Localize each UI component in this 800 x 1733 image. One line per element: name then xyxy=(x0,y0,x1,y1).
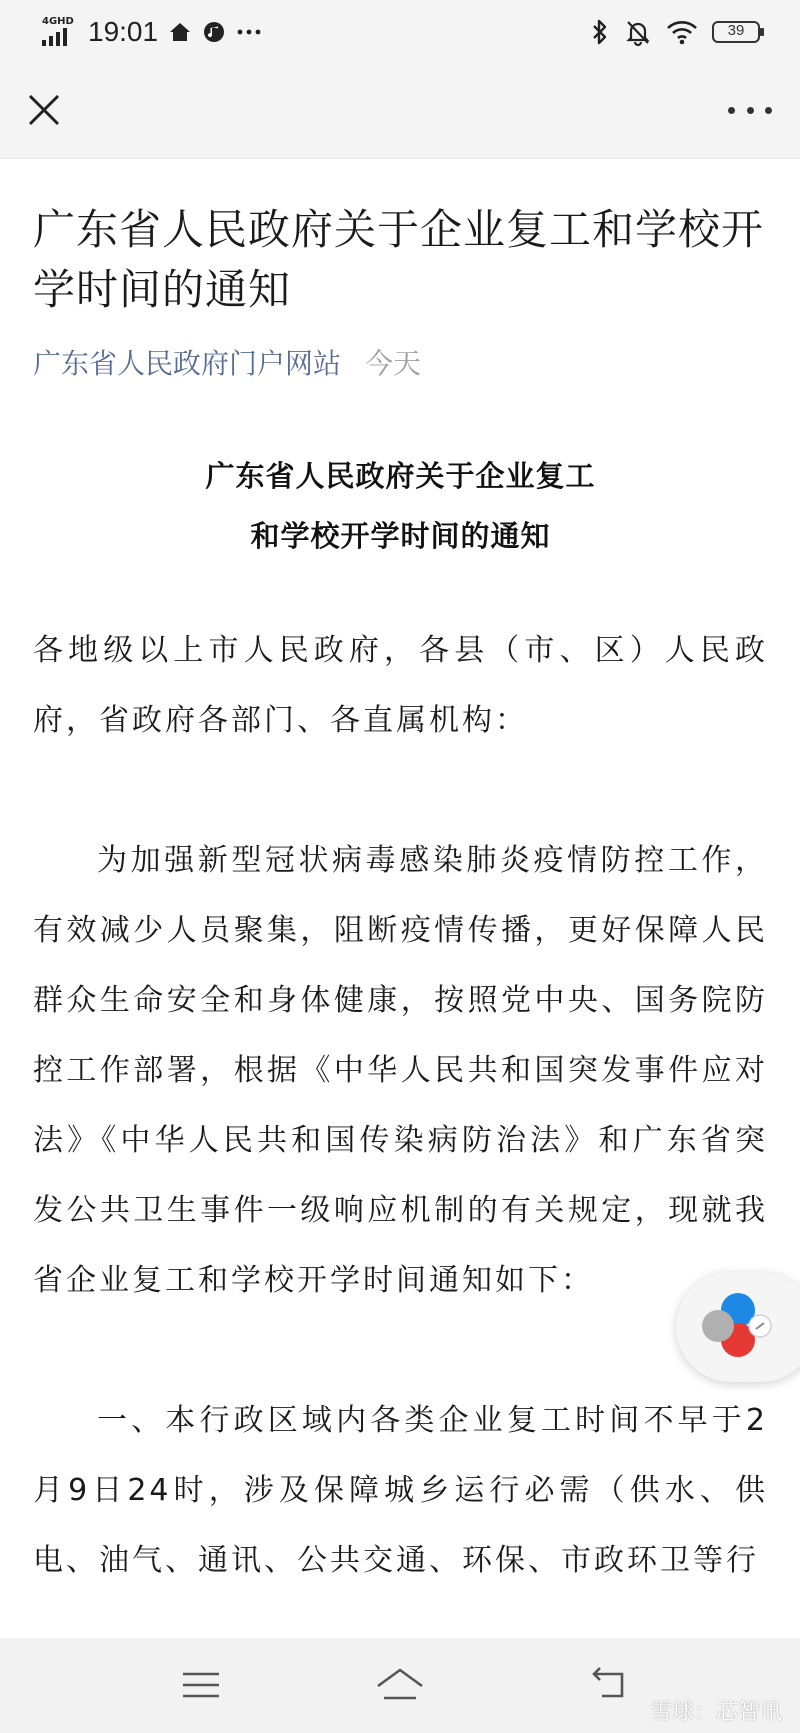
back-button[interactable] xyxy=(580,1660,640,1710)
more-icon xyxy=(728,107,735,114)
network-type: 4GHD xyxy=(42,16,74,27)
top-nav-bar xyxy=(0,62,800,159)
close-button[interactable] xyxy=(22,88,66,132)
more-icon-dot xyxy=(765,107,772,114)
document-title xyxy=(33,446,768,566)
article-date: 今天 xyxy=(365,347,422,380)
back-icon xyxy=(580,1660,640,1710)
body-paragraph: 一、本行政区域内各类企业复工时间不早于2月9日24时，涉及保障城乡运行必需（供水、供电、油气、通讯、公共交通、环保、市政环卫等行 xyxy=(33,1403,768,1578)
overflow-status-icon xyxy=(236,20,262,44)
floating-app-icon xyxy=(676,1272,800,1382)
more-button[interactable] xyxy=(728,92,772,128)
menu-button[interactable] xyxy=(171,1660,231,1710)
music-icon xyxy=(202,20,226,44)
clock: 19:01 xyxy=(88,16,159,47)
article xyxy=(33,200,768,1596)
article-source-link[interactable]: 广东省人民政府门户网站 xyxy=(33,347,342,380)
wifi-icon xyxy=(666,19,698,45)
status-left xyxy=(42,14,262,50)
bluetooth-icon xyxy=(590,18,610,46)
body-paragraph: 为加强新型冠状病毒感染肺炎疫情防控工作，有效减少人员聚集，阻断疫情传播，更好保障人民群众生命安全和身体健康，按照党中央、国务院防控工作部署，根据《中华人民共和国突发事件应对法》《中华人民共和国传染病防治法》和广东省突发公共卫生事件一级响应机制的有关规定，现就我省企业复工和学校开学时间通知如下： xyxy=(33,843,768,1298)
salutation: 各地级以上市人民政府，各县（市、区）人民政府，省政府各部门、各直属机构： xyxy=(33,633,768,738)
article-meta xyxy=(33,344,768,384)
document-title-line2: 和学校开学时间的通知 xyxy=(250,519,551,553)
battery-level: 39 xyxy=(727,22,745,39)
floating-share-bubble[interactable] xyxy=(676,1272,800,1382)
status-bar xyxy=(0,0,800,62)
status-right xyxy=(590,14,760,50)
menu-icon xyxy=(171,1660,231,1710)
mute-bell-icon xyxy=(624,18,652,46)
more-icon-dot xyxy=(747,107,754,114)
home-status-icon xyxy=(168,20,192,44)
watermark: 雪球：芯智讯 xyxy=(649,1700,782,1725)
document-title-line1: 广东省人民政府关于企业复工 xyxy=(205,459,596,493)
home-button[interactable] xyxy=(370,1660,430,1710)
close-icon xyxy=(22,88,66,132)
home-icon xyxy=(370,1660,430,1710)
article-title: 广东省人民政府关于企业复工和学校开学时间的通知 xyxy=(33,205,765,314)
battery-icon xyxy=(712,21,760,43)
signal-icon xyxy=(42,16,78,48)
